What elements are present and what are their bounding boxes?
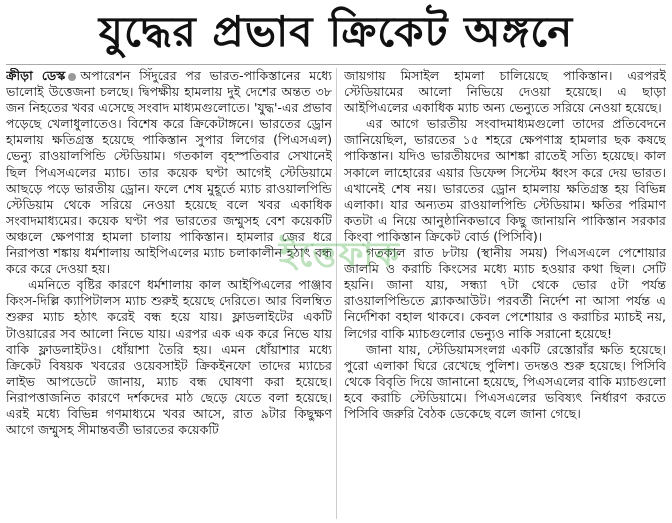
article-column-right <box>344 68 666 519</box>
article-column-left <box>6 68 332 519</box>
paragraph-text: অপারেশন সিঁদুরের পর ভারত-পাকিস্তানের মধ্যে ভালোই উত্তেজনা চলছে। দ্বিপক্ষীয় হামলায় দুই দেশের অন্তত ৩৮ জন নিহতের খবর এসেছে সংবাদ মাধ্যমগুলোতে। 'যুদ্ধ'-এর প্রভাব পড়েছে খেলাধুলাতেও। বিশেষ করে ক্রিকেটাঙ্গনে। ভারতের ড্রোন হামলায় ক্ষতিগ্রস্ত হয়েছে পাকিস্তান সুপার লিগের (পিএসএল) ভেন্যু রাওয়ালপিন্ডি স্টেডিয়াম। গতকাল বৃহস্পতিবার সেখানেই ছিল পিএসএলের ম্যাচ। তার কয়েক ঘণ্টা আগেই স্টেডিয়ামে আছড়ে পড়ে ভারতীয় ড্রোন। ফলে শেষ মুহূর্তে ম্যাচ রাওয়ালপিন্ডি স্টেডিয়াম থেকে সরিয়ে নেওয়া হয়েছে বলে খবর একাধিক সংবাদমাধ্যমের। কয়েক ঘণ্টা পর ভারতের জম্মুসহ বেশ কয়েকটি অঞ্চলে ক্ষেপণাস্ত্র হামলা চালায় পাকিস্তান। হামলার জের ধরে নিরাপত্তা শঙ্কায় ধর্মশালায় আইপিএলের ম্যাচ চলাকালীন হঠাৎ বন্ধ করে করে দেওয়া হয়। <box>6 68 332 277</box>
watermark-logo: ইত্তেফাক <box>278 235 402 275</box>
article-paragraph: জায়গায় মিসাইল হামলা চালিয়েছে পাকিস্তান। এরপরই স্টেডিয়ামের আলো নিভিয়ে দেওয়া হয়েছে। এ ছাড়া আইপিএলের একাধিক ম্যাচ অন্য ভেন্যুতে সরিয়ে নেওয়া হয়েছে। <box>344 68 666 116</box>
byline: ক্রীড়া ডেস্ক <box>6 68 66 83</box>
article-paragraph <box>6 68 332 277</box>
bullet-icon <box>68 73 76 81</box>
article-headline: যুদ্ধের প্রভাব ক্রিকেট অঙ্গনে <box>98 7 574 56</box>
article-paragraph: গতকাল রাত ৮টায় (স্থানীয় সময়) পিএসএলে পেশোয়ার জালমি ও করাচি কিংসের মধ্যে ম্যাচ হওয়ার কথা ছিল। সেটি হয়নি। জানা যায়, সন্ধ্যা ৭টা থেকে ভোর ৫টা পর্যন্ত রাওয়ালপিন্ডিতে ব্ল্যাকআউট। পরবর্তী নির্দেশ না আসা পর্যন্ত এ নির্দেশিকা বহাল থাকবে। কেবল পেশোয়ার ও করাচির ম্যাচই নয়, লিগের বাকি ম্যাচগুলোর ভেন্যুও নাকি সরানো হয়েছে! <box>344 245 666 341</box>
article-paragraph: এর আগে ভারতীয় সংবাদমাধ্যমগুলো তাদের প্রতিবেদনে জানিয়েছিল, ভারতের ১৫ শহরে ক্ষেপণাস্ত্র হামলার ছক কষছে পাকিস্তান। যদিও ভারতীয়দের আশঙ্কা রাতেই সত্যি হয়েছে। কাল সকালে লাহোরের এয়ার ডিফেন্স সিস্টেম ধ্বংস করে দেয় ভারত। এখানেই শেষ নয়। ভারতের ড্রোন হামলায় ক্ষতিগ্রস্ত হয় বিভিন্ন এলাকা। যার অন্যতম রাওয়ালপিন্ডি স্টেডিয়াম। ক্ষতির পরিমাণ কতটা এ নিয়ে আনুষ্ঠানিকভাবে কিছু জানায়নি পাকিস্তান সরকার কিংবা পাকিস্তান ক্রিকেট বোর্ড (পিসিবি)। <box>344 116 666 244</box>
headline-divider <box>6 64 666 65</box>
article-paragraph: এমনিতে বৃষ্টির কারণে ধর্মশালায় কাল আইপিএলের পাঞ্জাব কিংস-দিল্লি ক্যাপিটালস ম্যাচ শুরুই হয়েছে দেরিতে। আর বিলম্বিত শুরুর ম্যাচ হঠাৎ করেই বন্ধ হয়ে যায়। ফ্লাডলাইটের একটি টাওয়ারের সব আলো নিভে যায়। এরপর এক এক করে নিভে যায় বাকি ফ্লাডলাইটও। ধোঁয়াশা তৈরি হয়। এমন ধোঁয়াশার মধ্যে ক্রিকেট বিষয়ক খবরের ওয়েবসাইট ক্রিকইনফো তাদের ম্যাচের লাইভ আপডেটে জানায়, ম্যাচ বন্ধ ঘোষণা করা হয়েছে। নিরাপত্তাজনিত কারণে দর্শকদের মাঠ ছেড়ে যেতে বলা হয়েছে। এরই মধ্যে বিভিন্ন গণমাধ্যমে খবর আসে, রাত ৯টার কিছুক্ষণ আগে জম্মুসহ সীমান্তবর্তী ভারতের কয়েকটি <box>6 277 332 438</box>
column-divider <box>336 68 337 519</box>
article-paragraph: জানা যায়, স্টেডিয়ামসংলগ্ন একটি রেস্তোরাঁর ক্ষতি হয়েছে। পুরো এলাকা ঘিরে রেখেছে পুলিশ। তদন্তও শুরু হয়েছে। পিসিবি থেকে বিবৃতি দিয়ে জানানো হয়েছে, পিএসএলের বাকি ম্যাচগুলো হবে করাচি স্টেডিয়ামে। পিএসএলের ভবিষ্যৎ নির্ধারণ করতে পিসিবি জরুরি বৈঠক ডেকেছে বলে জানা গেছে। <box>344 341 666 421</box>
